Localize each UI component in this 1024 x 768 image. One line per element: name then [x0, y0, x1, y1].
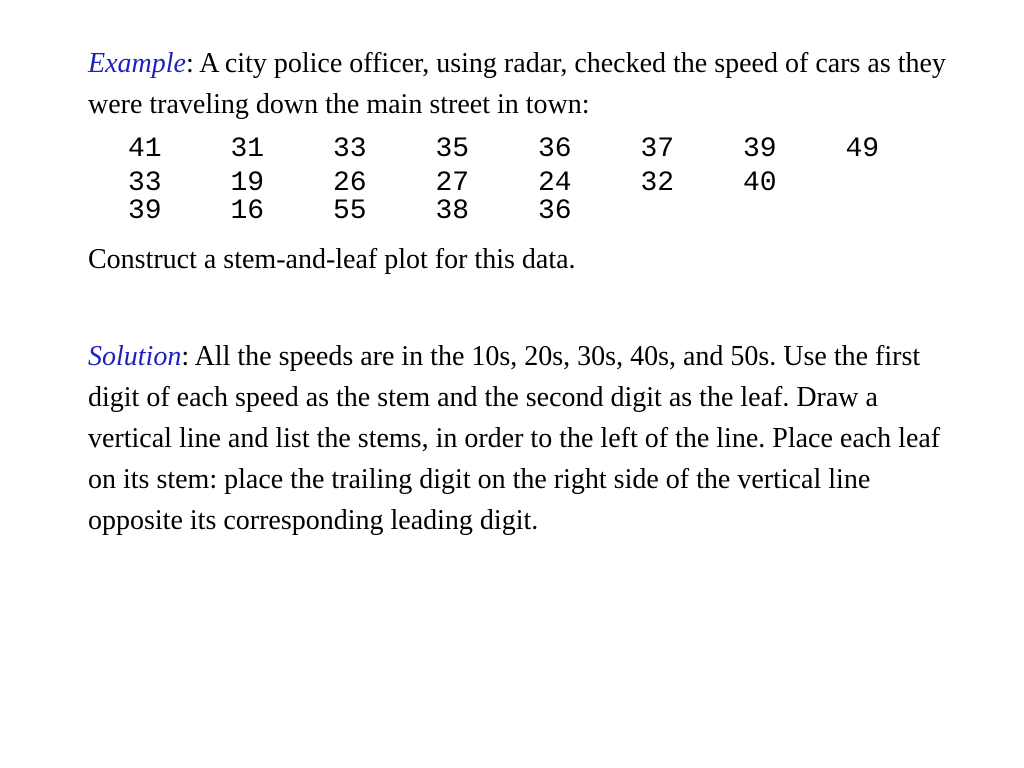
speed-value: 39 — [128, 196, 162, 227]
example-text: : A city police officer, using radar, checked the speed of cars as they were traveling down the main street in town: — [88, 48, 946, 120]
speed-value: 31 — [230, 134, 265, 165]
speed-value: 55 — [333, 196, 367, 227]
speed-value: 36 — [538, 196, 572, 227]
speed-value: 49 — [845, 134, 880, 165]
construct-instruction: Construct a stem-and-leaf plot for this data. — [88, 244, 576, 275]
speed-value: 38 — [435, 196, 470, 227]
speed-value: 40 — [743, 168, 777, 199]
speed-value: 39 — [743, 134, 777, 165]
solution-label: Solution — [88, 341, 182, 372]
speed-value: 26 — [333, 168, 367, 199]
speed-value: 36 — [538, 134, 572, 165]
speed-value: 16 — [230, 196, 265, 227]
speed-value: 33 — [333, 134, 367, 165]
speed-value: 35 — [435, 134, 470, 165]
speed-value: 19 — [230, 168, 265, 199]
speed-value: 33 — [128, 168, 162, 199]
speed-row-2 — [128, 169, 846, 199]
speed-value: 32 — [640, 168, 675, 199]
speed-value: 24 — [538, 168, 572, 199]
solution-paragraph — [88, 336, 948, 541]
speed-row-3 — [128, 197, 641, 227]
solution-text: : All the speeds are in the 10s, 20s, 30s, 40s, and 50s. Use the first digit of each speed as the stem and the second digit as the leaf. Draw a vertical line and list the stems, in order to the left of the line. Place each leaf on its stem: place the trailing digit on the right side of the vertical line opposite its corresponding leading digit. — [88, 341, 941, 536]
speed-value: 37 — [640, 134, 675, 165]
speed-value: 41 — [128, 134, 162, 165]
speed-row-1 — [128, 135, 948, 165]
example-paragraph — [88, 43, 948, 125]
example-label: Example — [88, 48, 186, 79]
speed-value: 27 — [435, 168, 470, 199]
